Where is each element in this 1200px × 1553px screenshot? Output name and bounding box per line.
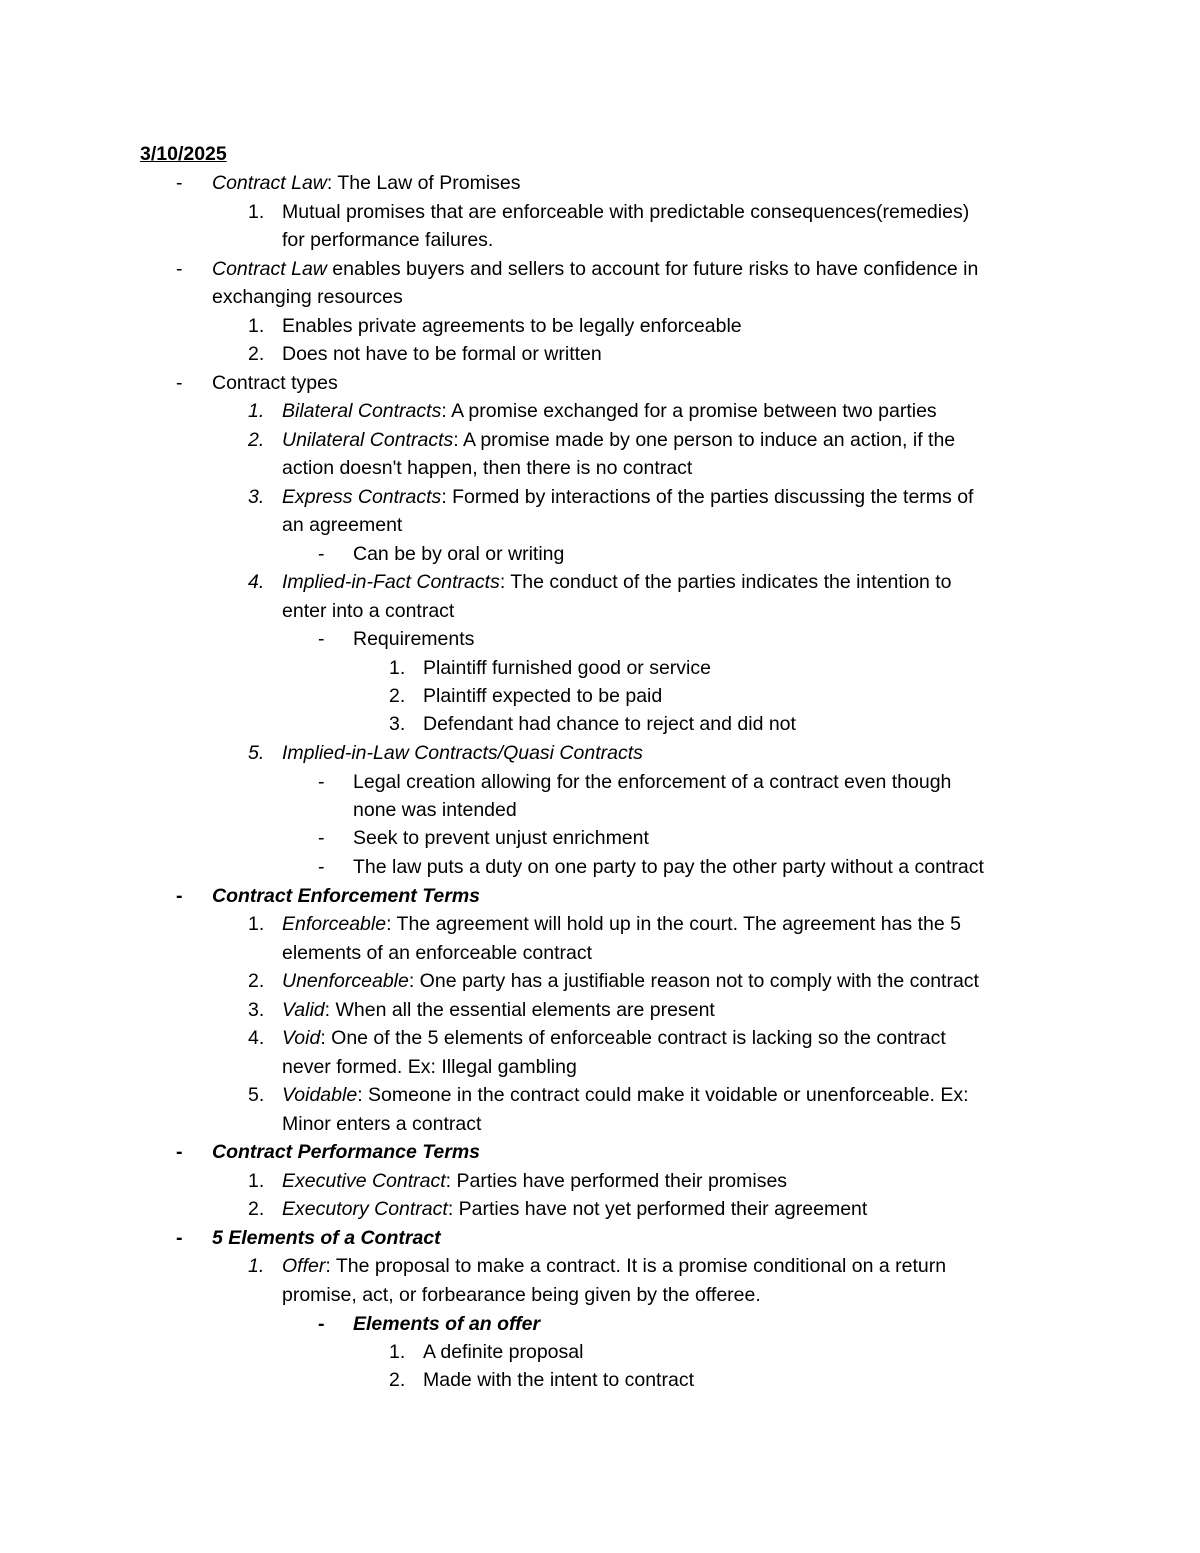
definition-text: : Formed by interactions of the parties discussing the terms of xyxy=(441,486,974,508)
definition-text: : When all the essential elements are present xyxy=(324,999,715,1021)
number-marker: 4. xyxy=(248,1027,265,1049)
definition-text: : One of the 5 elements of enforceable contract is lacking so the contract xyxy=(320,1027,946,1049)
number-marker: 1. xyxy=(248,315,265,337)
term-contract-law: Contract Law xyxy=(212,172,327,194)
subheading-elements-of-offer: Elements of an offer xyxy=(353,1313,541,1335)
list-item-implied-in-law: Implied-in-Law Contracts/Quasi Contracts xyxy=(282,742,643,764)
number-marker: 1. xyxy=(248,1255,265,1277)
definition-text: : The Law of Promises xyxy=(326,172,521,194)
bullet-dash: - xyxy=(318,1313,325,1335)
list-item-continuation: Minor enters a contract xyxy=(282,1113,482,1135)
bullet-dash: - xyxy=(318,827,325,849)
list-item-requirement-1: Plaintiff furnished good or service xyxy=(423,657,711,679)
number-marker: 1. xyxy=(248,400,265,422)
list-item-unenforceable xyxy=(282,970,979,992)
list-item-executory-contract xyxy=(282,1198,867,1220)
bullet-dash: - xyxy=(176,172,183,194)
section-heading-contract-types: Contract types xyxy=(212,372,338,394)
list-item-requirements: Requirements xyxy=(353,628,475,650)
list-item-offer xyxy=(282,1255,946,1277)
term-contract-law: Contract Law xyxy=(212,258,327,280)
list-item-unilateral xyxy=(282,429,955,451)
list-item-continuation: promise, act, or forbearance being given by the offeree. xyxy=(282,1284,761,1306)
number-marker: 3. xyxy=(389,713,406,735)
number-marker: 2. xyxy=(248,1198,265,1220)
term-executory-contract: Executory Contract xyxy=(282,1198,448,1220)
list-item-intent-to-contract: Made with the intent to contract xyxy=(423,1369,694,1391)
definition-text: : The agreement will hold up in the court. The agreement has the 5 xyxy=(386,913,961,935)
list-item-continuation: an agreement xyxy=(282,514,403,536)
list-item-void xyxy=(282,1027,946,1049)
term-valid: Valid xyxy=(282,999,325,1021)
bullet-dash: - xyxy=(176,1227,183,1249)
list-item-requirement-2: Plaintiff expected to be paid xyxy=(423,685,663,707)
list-item-voidable xyxy=(282,1084,969,1106)
term-offer: Offer xyxy=(282,1255,326,1277)
bullet-dash: - xyxy=(176,258,183,280)
definition-text: : Someone in the contract could make it voidable or unenforceable. Ex: xyxy=(357,1084,969,1106)
number-marker: 1. xyxy=(248,1170,265,1192)
section-heading-enforcement-terms: Contract Enforcement Terms xyxy=(212,885,481,907)
list-item-oral-writing: Can be by oral or writing xyxy=(353,543,565,565)
bullet-dash: - xyxy=(318,543,325,565)
list-item-contract-law xyxy=(212,172,521,194)
list-item-continuation: exchanging resources xyxy=(212,286,403,308)
list-item-continuation: never formed. Ex: Illegal gambling xyxy=(282,1056,577,1078)
term-implied-in-fact: Implied-in-Fact Contracts xyxy=(282,571,500,593)
bullet-dash: - xyxy=(318,771,325,793)
list-item-continuation: enter into a contract xyxy=(282,600,455,622)
list-item-legal-creation: Legal creation allowing for the enforcement of a contract even though xyxy=(353,771,952,793)
number-marker: 2. xyxy=(389,685,406,707)
number-marker: 3. xyxy=(248,486,265,508)
definition-text: : A promise exchanged for a promise between two parties xyxy=(441,400,937,422)
number-marker: 1. xyxy=(248,201,265,223)
number-marker: 2. xyxy=(248,429,265,451)
bullet-dash: - xyxy=(176,372,183,394)
number-marker: 1. xyxy=(248,913,265,935)
section-heading-5-elements: 5 Elements of a Contract xyxy=(212,1227,441,1249)
list-item-implied-in-fact xyxy=(282,571,952,593)
definition-text: : The proposal to make a contract. It is a promise conditional on a return xyxy=(325,1255,947,1277)
number-marker: 4. xyxy=(248,571,265,593)
list-item-private-agreements: Enables private agreements to be legally enforceable xyxy=(282,315,742,337)
number-marker: 2. xyxy=(389,1369,406,1391)
note-date: 3/10/2025 xyxy=(140,143,227,165)
list-item-definite-proposal: A definite proposal xyxy=(423,1341,584,1363)
number-marker: 5. xyxy=(248,1084,265,1106)
list-item-express xyxy=(282,486,973,508)
definition-text: : Parties have performed their promises xyxy=(445,1170,788,1192)
bullet-dash: - xyxy=(318,856,325,878)
definition-text: : One party has a justifiable reason not to comply with the contract xyxy=(408,970,979,992)
term-unilateral: Unilateral Contracts xyxy=(282,429,454,451)
number-marker: 2. xyxy=(248,970,265,992)
term-enforceable: Enforceable xyxy=(282,913,387,935)
list-item-continuation: action doesn't happen, then there is no contract xyxy=(282,457,693,479)
definition-text: : A promise made by one person to induce an action, if the xyxy=(453,429,956,451)
term-bilateral: Bilateral Contracts xyxy=(282,400,442,422)
term-executive-contract: Executive Contract xyxy=(282,1170,446,1192)
definition-text: : The conduct of the parties indicates the intention to xyxy=(499,571,952,593)
number-marker: 2. xyxy=(248,343,265,365)
list-item-enforceable xyxy=(282,913,961,935)
term-void: Void xyxy=(282,1027,321,1049)
list-item-valid xyxy=(282,999,715,1021)
bullet-dash: - xyxy=(176,885,183,907)
list-item-mutual-promises: Mutual promises that are enforceable with predictable consequences(remedies) xyxy=(282,201,970,223)
definition-text: : Parties have not yet performed their agreement xyxy=(447,1198,868,1220)
list-item-continuation: elements of an enforceable contract xyxy=(282,942,593,964)
list-item-not-formal: Does not have to be formal or written xyxy=(282,343,602,365)
term-unenforceable: Unenforceable xyxy=(282,970,409,992)
definition-text: enables buyers and sellers to account for future risks to have confidence in xyxy=(326,258,979,280)
number-marker: 3. xyxy=(248,999,265,1021)
number-marker: 5. xyxy=(248,742,265,764)
list-item-contract-law-enables xyxy=(212,258,978,280)
list-item-unjust-enrichment: Seek to prevent unjust enrichment xyxy=(353,827,649,849)
term-express: Express Contracts xyxy=(282,486,442,508)
list-item-requirement-3: Defendant had chance to reject and did not xyxy=(423,713,796,735)
term-voidable: Voidable xyxy=(282,1084,358,1106)
list-item-continuation: none was intended xyxy=(353,799,517,821)
bullet-dash: - xyxy=(176,1141,183,1163)
list-item-bilateral xyxy=(282,400,937,422)
number-marker: 1. xyxy=(389,657,406,679)
list-item-law-duty: The law puts a duty on one party to pay the other party without a contract xyxy=(353,856,984,878)
bullet-dash: - xyxy=(318,628,325,650)
list-item-executive-contract xyxy=(282,1170,787,1192)
number-marker: 1. xyxy=(389,1341,406,1363)
list-item-continuation: for performance failures. xyxy=(282,229,494,251)
section-heading-performance-terms: Contract Performance Terms xyxy=(212,1141,481,1163)
